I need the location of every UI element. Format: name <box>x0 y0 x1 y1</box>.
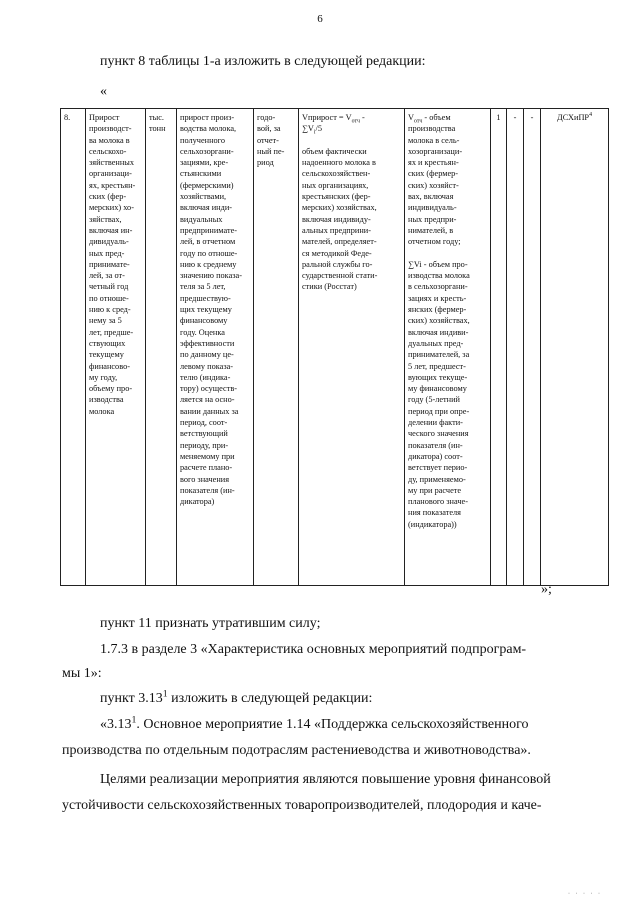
indicator-name-cell: Прирост производст- ва молока в сельскохо- зяйственных организаци- ях, крестьян- ских (фер- мерских) хо- зяйствах, включая ин- дивидуаль- ных пред- принимате- лей, за от- четный год по отноше- нию к сред- нему за 5 лет, предше- ствующих текущему финансово- му году, объему про- изводства молока <box>86 109 146 586</box>
source-text: ДСХиПР <box>557 113 590 122</box>
definition-cell: прирост произ- водства молока, полученного сельхозоргани- зациями, кре- стьянскими (фермерскими) хозяйствами, включая инди- видуальных предпринимате- лей, в отчетном году по отноше- нию к среднему значению показа- теля за 5 лет, предшествую- щих текущему финансовому году. Оценка эффективности по данному це- левому показа- телю (индика- тору) осуществ- ляется на осно- вании данных за период, соот- ветствующий периоду, при- меняемому при расчете плано- вого значения показателя (ин- дикатора) <box>177 109 254 586</box>
section-173-line1: 1.7.3 в разделе 3 «Характеристика основных мероприятий подпрограм- <box>100 642 527 657</box>
formula: Vприрост = $V_{отч}$ - $\sum V_i/5$ <box>302 113 365 136</box>
formula-description: объем фактически надоенного молока в сельскохозяйствен- ных организациях, крестьянских (фер- мерских) хозяйствах, включая индивиду- альных предприни- мателей, определяет- ся методикой Феде- ральной службы го- сударственной стати- стики (Росстат) <box>302 146 378 292</box>
period-cell: годо- вой, за отчет- ный пе- риод <box>254 109 299 586</box>
indicator-table <box>60 108 609 586</box>
source-cell <box>541 109 609 586</box>
column-b-cell: - <box>507 109 524 586</box>
item-313-title-line2: производства по отдельным подотраслям растениеводства и животноводства». <box>62 743 531 758</box>
goals-line1: Целями реализации мероприятия являются повышение уровня финансовой <box>100 772 551 787</box>
opening-quote: « <box>100 84 107 99</box>
item-11-paragraph: пункт 11 признать утратившим силу; <box>100 616 321 631</box>
item-313-title-line1: «3.13$^1$. Основное мероприятие 1.14 «Поддержка сельскохозяйственного <box>100 714 529 732</box>
variable-v-otch-text: - объем производства молока в сель- хозорганизаци- ях и крестьян- ских (фермер- ских) хозяйст- вах, включая индивидуаль- ных предпри- нимателей, в отчетном году; <box>408 113 463 247</box>
formula-cell <box>299 109 405 586</box>
item-313-intro: пункт 3.13$^1$ изложить в следующей редакции: <box>100 688 373 706</box>
item-313-intro-text: изложить в следующей редакции: <box>171 691 373 706</box>
item-313-title-text: . Основное мероприятие 1.14 «Поддержка сельскохозяйственного <box>136 717 529 732</box>
scan-artifact: · · · · · <box>568 891 602 897</box>
variable-sum-text: - объем про- изводства молока в сельхозоргани- зациях и кресть- янских (фермер- ских) хозяйствах, включая индиви- дуальных пред- принимателей, за 5 лет, предшест- вующих текуще- му финансовому году (5-летний период при опре- делении факти- ческого значения показателя (ин- дикатора) соот- ветствует перио- ду, применяемо- му при расчете планового значе- ния показателя (индикатора)) <box>408 259 470 529</box>
variable-v-otch-label: $V_{отч}$ <box>408 113 423 125</box>
table-row <box>61 109 609 586</box>
page-number: 6 <box>317 13 323 25</box>
unit-cell: тыс. тонн <box>146 109 177 586</box>
column-c-cell: - <box>524 109 541 586</box>
intro-paragraph: пункт 8 таблицы 1-а изложить в следующей редакции: <box>100 54 426 69</box>
variables-cell <box>405 109 491 586</box>
closing-quote: »; <box>541 582 552 597</box>
section-173-line2: мы 1»: <box>62 666 102 681</box>
row-number-cell: 8. <box>61 109 86 586</box>
goals-line2: устойчивости сельскохозяйственных товаропроизводителей, плодородия и каче- <box>62 798 542 813</box>
variable-sum-label: ∑Vi <box>408 259 424 269</box>
footnote-mark: 4 <box>589 112 592 119</box>
column-a-cell: 1 <box>491 109 507 586</box>
